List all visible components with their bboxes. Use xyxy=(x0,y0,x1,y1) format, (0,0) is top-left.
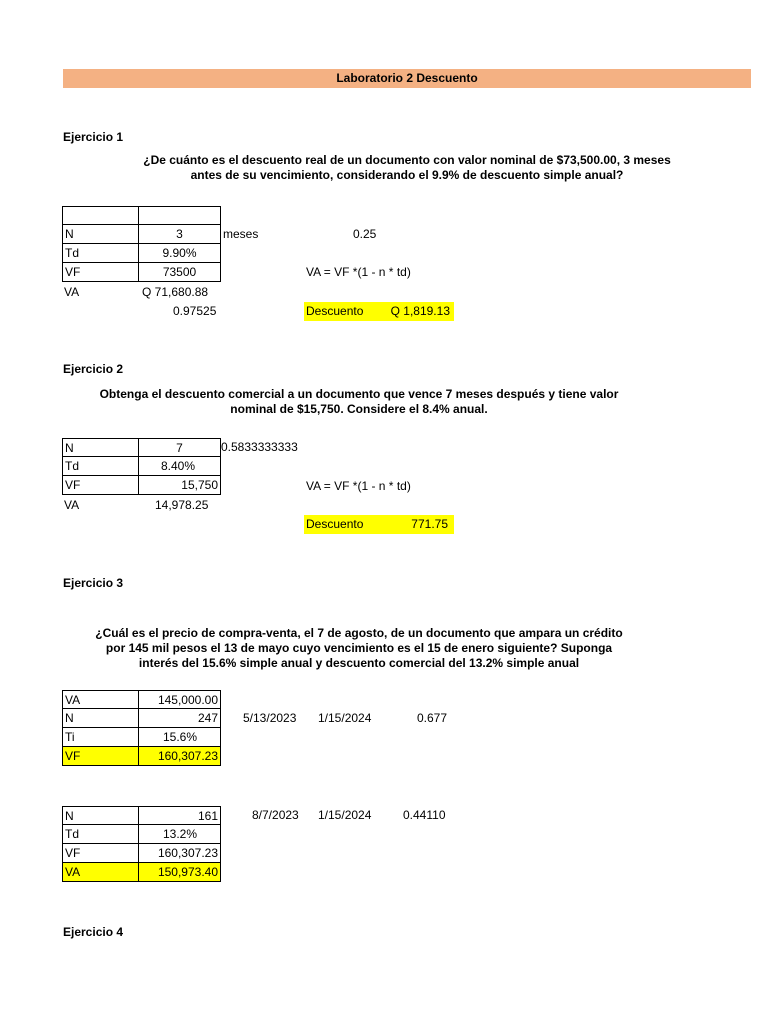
ej2-td-label: Td xyxy=(62,457,139,476)
ej3-t2-td-label: Td xyxy=(62,825,139,844)
sheet-title: Laboratorio 2 Descuento xyxy=(63,69,751,88)
ej3-t2-va-label: VA xyxy=(62,863,139,882)
ej2-question-line1: Obtenga el descuento comercial a un documento que vence 7 meses después y tiene valor xyxy=(99,387,619,401)
ej3-t2-va-value: 150,973.40 xyxy=(138,863,221,882)
ej3-t1-n-value: 247 xyxy=(138,709,221,728)
ej2-va-label: VA xyxy=(64,498,80,512)
ej3-t2-td-value: 13.2% xyxy=(138,825,221,844)
ej3-t1-ti-label: Ti xyxy=(62,728,139,747)
ej1-vf-value: 73500 xyxy=(138,263,221,282)
ej2-heading: Ejercicio 2 xyxy=(63,362,124,376)
ej1-descuento-value: Q 1,819.13 xyxy=(390,304,450,318)
ej1-empty-value-cell xyxy=(138,206,221,225)
ej2-n-label: N xyxy=(62,438,139,457)
ej1-question-line2: antes de su vencimiento, considerando el 9.9% de descuento simple anual? xyxy=(190,168,624,182)
ej1-n-value: 3 xyxy=(138,225,221,244)
ej4-heading: Ejercicio 4 xyxy=(63,925,124,939)
ej1-descuento-label: Descuento xyxy=(306,304,364,318)
ej1-va-value: Q 71,680.88 xyxy=(142,285,209,299)
ej3-t2-n-label: N xyxy=(62,806,139,825)
ej1-vf-label: VF xyxy=(62,263,139,282)
ej3-t1-vf-label: VF xyxy=(62,747,139,766)
ej2-descuento-label: Descuento xyxy=(306,517,364,531)
ej2-question xyxy=(63,387,655,417)
ej2-vf-value: 15,750 xyxy=(138,476,221,495)
ej3-t1-date-end: 1/15/2024 xyxy=(318,711,372,725)
ej3-t1-va-label: VA xyxy=(62,690,139,709)
ej3-t2-fraction: 0.44110 xyxy=(403,808,446,822)
ej3-t1-vf-value: 160,307.23 xyxy=(138,747,221,766)
ej2-question-line2: nominal de $15,750. Considere el 8.4% anual. xyxy=(230,402,488,416)
ej3-t1-va-value: 145,000.00 xyxy=(138,690,221,709)
ej2-va-value: 14,978.25 xyxy=(155,498,209,512)
ej2-fraction: 0.5833333333 xyxy=(221,440,298,454)
ej3-question-line1: ¿Cuál es el precio de compra-venta, el 7 de agosto, de un documento que ampara un crédito xyxy=(95,626,623,640)
ej1-fraction: 0.25 xyxy=(353,227,377,241)
ej2-n-value: 7 xyxy=(138,438,221,457)
ej1-td-label: Td xyxy=(62,244,139,263)
ej1-td-value: 9.90% xyxy=(138,244,221,263)
ej1-formula: VA = VF *(1 - n * td) xyxy=(306,265,411,279)
ej2-descuento-highlight xyxy=(304,515,454,534)
ej3-t2-n-value: 161 xyxy=(138,806,221,825)
ej3-t2-date-start: 8/7/2023 xyxy=(252,808,299,822)
ej1-n-label: N xyxy=(62,225,139,244)
ej3-t2-vf-value: 160,307.23 xyxy=(138,844,221,863)
ej1-heading: Ejercicio 1 xyxy=(63,130,124,144)
ej3-heading: Ejercicio 3 xyxy=(63,576,124,590)
ej3-t1-ti-value: 15.6% xyxy=(138,728,221,747)
ej1-factor: 0.97525 xyxy=(173,304,217,318)
ej3-question xyxy=(63,626,655,671)
ej2-formula: VA = VF *(1 - n * td) xyxy=(306,479,411,493)
ej1-va-label: VA xyxy=(64,285,80,299)
ej1-meses: meses xyxy=(223,227,259,241)
ej2-td-value: 8.40% xyxy=(138,457,221,476)
ej1-empty-label-cell xyxy=(62,206,139,225)
ej3-question-line3: interés del 15.6% simple anual y descuento comercial del 13.2% simple anual xyxy=(138,656,580,670)
ej3-t1-date-start: 5/13/2023 xyxy=(243,711,297,725)
ej2-vf-label: VF xyxy=(62,476,139,495)
ej3-t2-date-end: 1/15/2024 xyxy=(318,808,372,822)
ej1-question-line1: ¿De cuánto es el descuento real de un documento con valor nominal de $73,500.00, 3 meses xyxy=(143,153,671,167)
ej3-question-line2: por 145 mil pesos el 13 de mayo cuyo vencimiento es el 15 de enero siguiente? Suponga xyxy=(105,641,613,655)
ej2-descuento-value: 771.75 xyxy=(411,517,448,531)
ej3-t1-fraction: 0.677 xyxy=(417,711,448,725)
ej3-t2-vf-label: VF xyxy=(62,844,139,863)
ej1-descuento-highlight xyxy=(304,302,454,321)
ej1-question xyxy=(63,153,751,183)
ej3-t1-n-label: N xyxy=(62,709,139,728)
